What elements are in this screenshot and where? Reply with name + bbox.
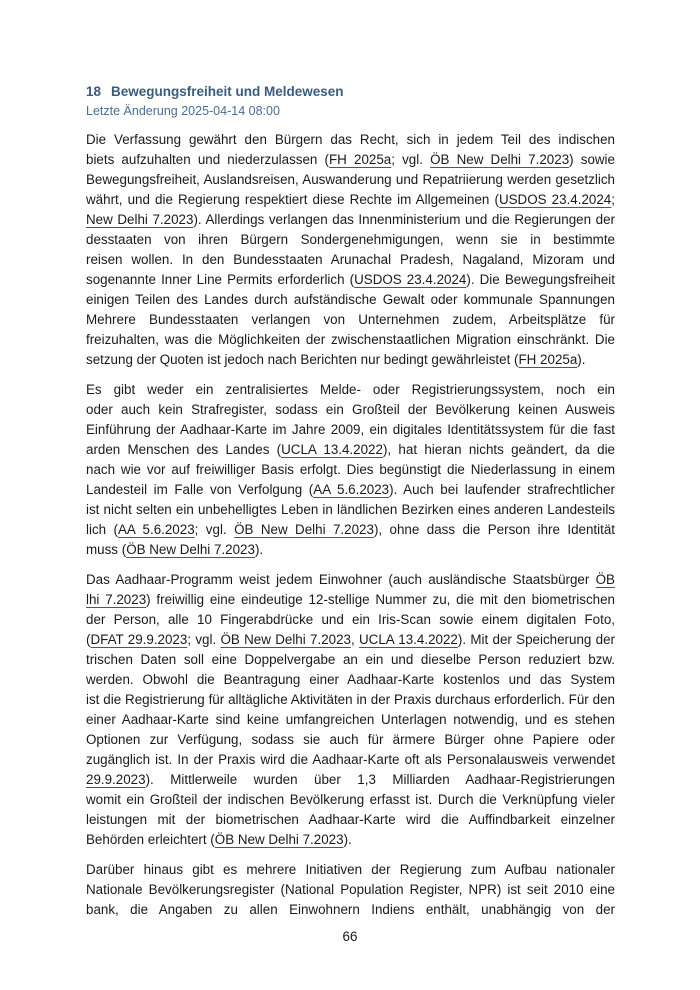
text-segment: ist die Registrierung für alltägliche Aktivitäten in der Praxis durchaus erforderlich. Für den [86,692,615,707]
text-line [86,230,615,250]
text-segment: , [350,632,360,647]
source-reference-link[interactable]: ÖB New Delhi 7.2023 [214,832,344,847]
text-segment: zugänglich ist. In der Praxis wird die Aadhaar-Karte oft als Personalausweis verwendet [86,752,615,767]
text-segment: einigen Teilen des Landes durch aufständische Gewalt oder kommunale Spannungen [86,292,615,307]
text-segment: ), hat hieran nichts geändert, da die [382,442,615,457]
text-segment: trischen Daten soll eine Doppelvergabe an ein und dieselbe Person reduziert bzw. [86,652,615,667]
text-line [86,710,615,730]
text-line [86,860,615,880]
text-line [86,380,615,400]
document-body [86,130,615,930]
source-reference-link[interactable]: ÖB New Delhi 7.2023 [234,522,374,537]
text-line [86,460,615,480]
text-segment: Die Verfassung gewährt den Bürgern das Recht, sich in jedem Teil des indischen [86,132,615,147]
text-segment: arden Menschen des Landes ( [86,442,282,457]
source-reference-link[interactable]: DFAT 29.9.2023 [90,632,188,647]
text-line [86,750,615,770]
text-line [86,830,615,850]
text-line [86,170,615,190]
text-line [86,130,615,150]
text-segment: der Person, alle 10 Fingerabdrücke und ein Iris-Scan sowie einem digitalen Foto, [86,612,615,627]
source-reference-link[interactable]: lhi 7.2023 [86,592,147,607]
text-line [86,440,615,460]
text-line [86,500,615,520]
text-line [86,310,615,330]
text-segment: Es gibt weder ein zentralisiertes Melde- oder Registrierungssystem, noch ein [86,382,615,397]
text-line [86,210,615,230]
source-reference-link[interactable]: ÖB [595,572,615,587]
text-line [86,650,615,670]
text-segment: muss ( [86,542,127,557]
section-heading [86,84,344,99]
text-line [86,190,615,210]
text-segment: Optionen zur Verfügung, sodass sie auch für ärmere Bürger ohne Papiere oder [86,732,615,747]
text-segment: Nationale Bevölkerungsregister (National Population Register, NPR) ist seit 2010 eine [86,882,615,897]
text-segment: ). [577,352,586,367]
text-segment: Landesteil im Falle von Verfolgung ( [86,482,314,497]
text-line [86,590,615,610]
text-segment: ist nicht selten ein unbehelligtes Leben in ländlichen Bezirken eines anderen Landesteils [86,502,615,517]
section-title: Bewegungsfreiheit und Meldewesen [111,84,344,99]
paragraph [86,130,615,370]
text-segment: nach wie vor auf freiwilliger Basis erfolgt. Dies begünstigt die Niederlassung in einem [86,462,615,477]
source-reference-link[interactable]: USDOS 23.4.2024 [498,192,612,207]
text-segment: ). [254,542,264,557]
text-line [86,810,615,830]
text-segment: ; vgl. [194,522,235,537]
text-line [86,270,615,290]
text-segment: freizuhalten, was die Möglichkeiten der zwischenstaatlichen Migration einschränkt. Die [86,332,615,347]
paragraph [86,860,615,920]
text-segment: Das Aadhaar-Programm weist jedem Einwohner (auch ausländische Staatsbürger [86,572,596,587]
text-line [86,670,615,690]
text-segment: ; vgl. [391,152,431,167]
text-segment: oder auch kein Strafregister, sodass ein Großteil der Bevölkerung keinen Ausweis [86,402,615,417]
text-line [86,690,615,710]
source-reference-link[interactable]: ÖB New Delhi 7.2023 [220,632,351,647]
text-segment: ) sowie [569,152,615,167]
source-reference-link[interactable]: 29.9.2023 [86,772,146,787]
text-segment: einer Aadhaar-Karte sind keine umfangreichen Unterlagen notwendig, und es stehen [86,712,615,727]
text-segment: ) freiwillig eine eindeutige 12-stellige Nummer zu, die mit den biometrischen [146,592,615,607]
source-reference-link[interactable]: UCLA 13.4.2022 [359,632,458,647]
text-segment: Bewegungsfreiheit, Auslandsreisen, Auswanderung und Repatriierung werden gesetzlich [86,172,615,187]
text-line [86,250,615,270]
source-reference-link[interactable]: UCLA 13.4.2022 [281,442,383,457]
text-segment: bank, die Angaben zu allen Einwohnern Indiens enthält, unabhängig von der [86,902,615,917]
text-segment: Einführung der Aadhaar-Karte im Jahre 2009, ein digitales Identitätssystem für die fast [86,422,615,437]
paragraph [86,380,615,560]
text-segment: ). Allerdings verlangen das Innenministerium und die Regierungen der [193,212,615,227]
source-reference-link[interactable]: ÖB New Delhi 7.2023 [126,542,255,557]
source-reference-link[interactable]: ÖB New Delhi 7.2023 [430,152,570,167]
text-line [86,420,615,440]
text-line [86,770,615,790]
text-segment: womit ein Großteil der indischen Bevölkerung erfasst ist. Durch die Verknüpfung vieler [86,792,615,807]
text-segment: Darüber hinaus gibt es mehrere Initiativen der Regierung zum Aufbau nationaler [86,862,615,877]
source-reference-link[interactable]: FH 2025a [329,152,392,167]
text-line [86,610,615,630]
text-line [86,880,615,900]
text-segment: ). Auch bei laufender strafrechtlicher [389,482,615,497]
source-reference-link[interactable]: FH 2025a [518,352,578,367]
source-reference-link[interactable]: New Delhi 7.2023 [86,212,194,227]
text-line [86,520,615,540]
text-segment: biets aufzuhalten und niederzulassen ( [86,152,329,167]
text-segment: währt, und die Regierung respektiert diese Rechte im Allgemeinen ( [86,192,499,207]
text-segment: sogenannte Inner Line Permits erforderlich ( [86,272,355,287]
last-change-date: Letzte Änderung 2025-04-14 08:00 [86,104,280,118]
text-segment: ; vgl. [187,632,221,647]
text-line [86,150,615,170]
text-segment: desstaaten von ihren Bürgern Sondergenehmigungen, wenn sie in bestimmte [86,232,615,247]
text-line [86,290,615,310]
text-segment: ). [343,832,352,847]
text-segment: reisen wollen. In den Bundesstaaten Arunachal Pradesh, Nagaland, Mizoram und [86,252,615,267]
text-segment: ), ohne dass die Person ihre Identität [373,522,615,537]
text-segment: ). Mit der Speicherung der [457,632,615,647]
text-segment: leistungen mit der biometrischen Aadhaar-Karte wird die Auffindbarkeit einzelner [86,812,615,827]
text-line [86,330,615,350]
text-segment: ( [86,632,91,647]
text-line [86,630,615,650]
text-line [86,900,615,920]
text-line [86,350,615,370]
text-segment: setzung der Quoten ist jedoch nach Berichten nur bedingt gewährleistet ( [86,352,519,367]
section-number: 18 [86,84,102,99]
text-segment: ; [611,192,615,207]
text-segment: Behörden erleichtert ( [86,832,215,847]
text-line [86,570,615,590]
text-segment: Mehrere Bundesstaaten verlangen von Unternehmen zudem, Arbeitsplätze für [86,312,615,327]
text-line [86,540,615,560]
page-number: 66 [342,929,358,944]
text-line [86,730,615,750]
source-reference-link[interactable]: AA 5.6.2023 [117,522,195,537]
text-line [86,400,615,420]
text-segment: ). Die Bewegungsfreiheit [466,272,615,287]
text-segment: ). Mittlerweile wurden über 1,3 Milliarden Aadhaar-Registrierungen [145,772,615,787]
source-reference-link[interactable]: USDOS 23.4.2024 [354,272,467,287]
text-segment: werden. Obwohl die Beantragung einer Aadhaar-Karte kostenlos und das System [86,672,615,687]
text-segment: lich ( [86,522,118,537]
paragraph [86,570,615,850]
text-line [86,480,615,500]
text-line [86,790,615,810]
source-reference-link[interactable]: AA 5.6.2023 [313,482,390,497]
